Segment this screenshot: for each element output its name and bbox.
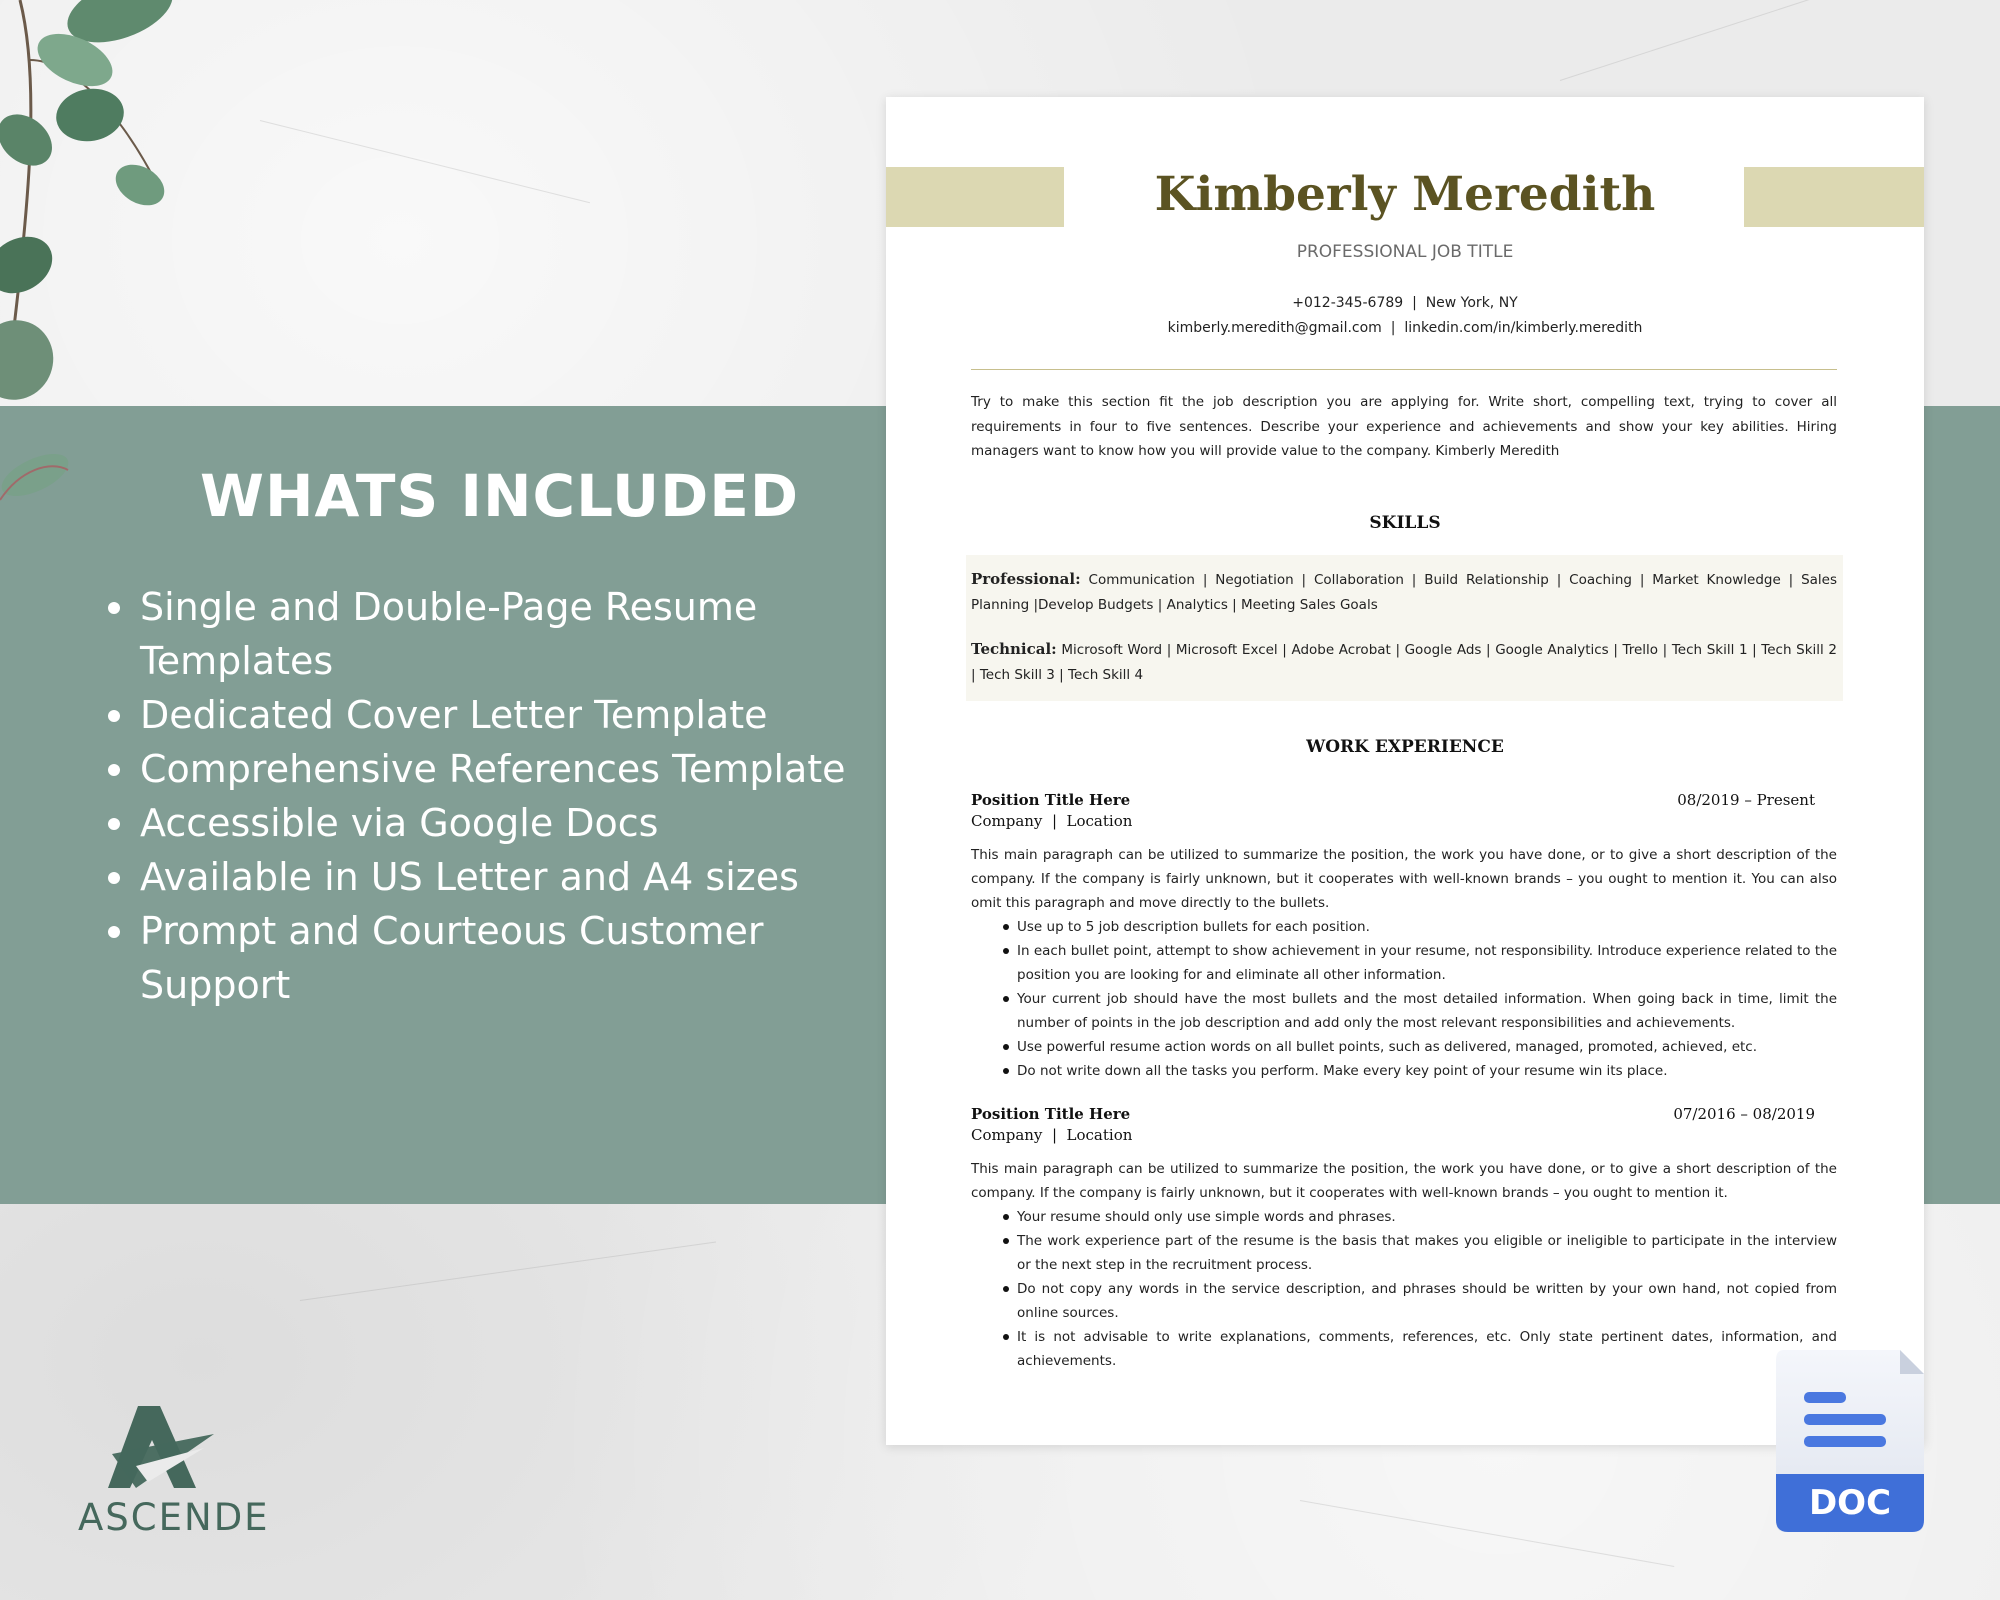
job-bullet: Your current job should have the most bullets and the most detailed information. When going back in time, limit the number of points in the job description and add only the most relevant responsibilities and achievements. (1017, 987, 1837, 1035)
job-description: This main paragraph can be utilized to summarize the position, the work you have done, or to give a short description of the company. If the company is fairly unknown, but it cooperates with well-known brands – you ought to mention it. (971, 1161, 1837, 1201)
contact-email-linkedin: kimberly.meredith@gmail.com | linkedin.com/in/kimberly.meredith (1167, 320, 1643, 336)
feature-item: Prompt and Courteous Customer Support (108, 904, 848, 1012)
job-bullets (971, 1205, 1837, 1373)
resume-name: Kimberly Meredith (1154, 167, 1656, 222)
position-title: Position Title Here (971, 791, 1131, 809)
whats-included-heading: WHATS INCLUDED (200, 462, 800, 530)
job-bullet: Use powerful resume action words on all bullet points, such as delivered, managed, promoted, achieved, etc. (1017, 1035, 1837, 1059)
doc-file-icon (1774, 1350, 1926, 1534)
job-bullet: Do not write down all the tasks you perform. Make every key point of your resume win its place. (1017, 1059, 1837, 1083)
job-entry (971, 1105, 1837, 1373)
eucalyptus-leaves-icon (0, 0, 180, 520)
professional-skills (971, 567, 1837, 618)
position-dates: 07/2016 – 08/2019 (1673, 1105, 1815, 1123)
job-bullet: Use up to 5 job description bullets for each position. (1017, 915, 1837, 939)
company-location: Company | Location (971, 1126, 1133, 1144)
marble-vein (1560, 0, 1846, 81)
position-title: Position Title Here (971, 1105, 1131, 1123)
resume-job-title: PROFESSIONAL JOB TITLE (1296, 242, 1514, 262)
resume-page (886, 97, 1924, 1445)
marble-vein (1300, 1500, 1674, 1567)
professional-skills-list: Communication | Negotiation | Collaboration | Build Relationship | Coaching | Market Knowledge | Sales Planning |Develop Budgets | Analytics | Meeting Sales Goals (971, 572, 1838, 613)
skills-heading: SKILLS (1369, 513, 1441, 533)
summary-paragraph: Try to make this section fit the job description you are applying for. Write short, compelling text, trying to cover all requirements in four to five sentences. Describe your experience and achievements and show your key abilities. Hiring managers want to know how you will provide value to the company. Kimberly Meredith (971, 394, 1837, 459)
feature-item: Single and Double-Page Resume Templates (108, 580, 848, 688)
feature-item: Dedicated Cover Letter Template (108, 688, 848, 742)
work-experience-heading: WORK EXPERIENCE (1306, 737, 1504, 757)
doc-badge-label: DOC (1808, 1483, 1892, 1523)
contact-phone-location: +012-345-6789 | New York, NY (1292, 295, 1518, 311)
technical-skills (971, 637, 1837, 688)
marble-vein (300, 1242, 716, 1301)
position-dates: 08/2019 – Present (1677, 791, 1815, 809)
technical-skills-label: Technical: (971, 640, 1057, 658)
professional-skills-label: Professional: (971, 570, 1081, 588)
feature-item: Available in US Letter and A4 sizes (108, 850, 848, 904)
job-bullet: Do not copy any words in the service description, and phrases should be written by your own hand, not copied from online sources. (1017, 1277, 1837, 1325)
technical-skills-list: Microsoft Word | Microsoft Excel | Adobe Acrobat | Google Ads | Google Analytics | Trello | Tech Skill 1 | Tech Skill 2 | Tech Skill 3 | Tech Skill 4 (971, 642, 1837, 683)
feature-item: Accessible via Google Docs (108, 796, 848, 850)
job-bullet: It is not advisable to write explanations, comments, references, etc. Only state pertinent dates, information, and achievements. (1017, 1325, 1837, 1373)
job-bullet: The work experience part of the resume is the basis that makes you eligible or ineligible to participate in the interview or the next step in the recruitment process. (1017, 1229, 1837, 1277)
job-bullets (971, 915, 1837, 1083)
feature-item: Comprehensive References Template (108, 742, 848, 796)
brand-name: ASCENDE (78, 1496, 270, 1539)
marble-vein (260, 120, 590, 203)
job-entry (971, 791, 1837, 1083)
company-location: Company | Location (971, 812, 1133, 830)
job-bullet: In each bullet point, attempt to show achievement in your resume, not responsibility. Introduce experience related to the position you are looking for and eliminate all other information. (1017, 939, 1837, 987)
header-divider (971, 369, 1837, 370)
feature-list (108, 580, 848, 1012)
job-description: This main paragraph can be utilized to summarize the position, the work you have done, or to give a short description of the company. If the company is fairly unknown, but it cooperates with well-known brands – you ought to mention it. You can also omit this paragraph and move directly to the bullets. (971, 847, 1837, 911)
job-bullet: Your resume should only use simple words and phrases. (1017, 1205, 1837, 1229)
